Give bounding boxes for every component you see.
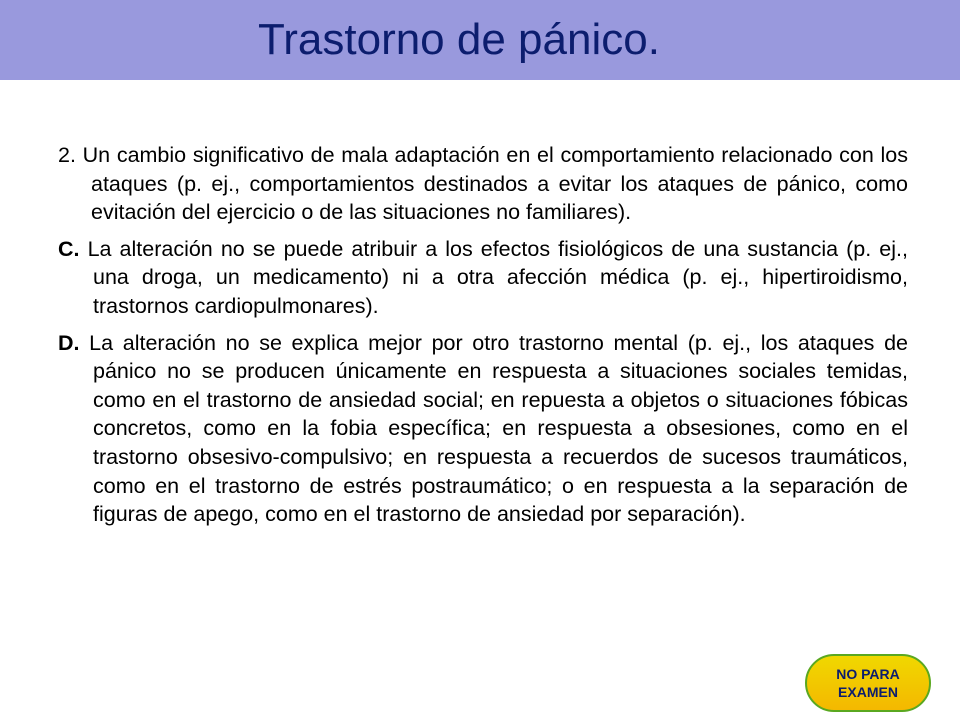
criterion-text: La alteración no se puede atribuir a los efectos fisiológicos de una sustancia (p. ej., una droga, un medicamento) ni a otra afección médica (p. ej., hipertiroidismo, trastornos cardiopulmonares).	[87, 236, 908, 318]
criterion-text: Un cambio significativo de mala adaptación en el comportamiento relacionado con los ataques (p. ej., comportamientos destinados a evitar los ataques de pánico, como evitación del ejercicio o de las situaciones no familiares).	[82, 143, 908, 225]
criterion-paragraph	[58, 141, 908, 227]
badge-line-2: EXAMEN	[838, 684, 898, 700]
criterion-letter: C.	[58, 236, 80, 261]
criterion-paragraph	[58, 329, 908, 529]
slide-title: Trastorno de pánico.	[258, 15, 660, 64]
criterion-paragraph	[58, 235, 908, 321]
criterion-text: La alteración no se explica mejor por otro trastorno mental (p. ej., los ataques de pánico no se producen únicamente en respuesta a situaciones sociales temidas, como en el trastorno de ansiedad social; en repuesta a objetos o situaciones fóbicas concretos, como en la fobia específica; en respuesta a obsesiones, como en el trastorno obsesivo-compulsivo; en respuesta a recuerdos de sucesos traumáticos, como en el trastorno de estrés postraumático; o en respuesta a la separación de figuras de apego, como en el trastorno de ansiedad por separación).	[89, 330, 909, 527]
criterion-number: 2.	[58, 143, 76, 167]
not-for-exam-badge	[805, 654, 931, 712]
header-bar	[0, 0, 960, 80]
criterion-letter: D.	[58, 330, 80, 355]
slide-body	[58, 141, 908, 537]
badge-line-1: NO PARA	[836, 666, 900, 682]
